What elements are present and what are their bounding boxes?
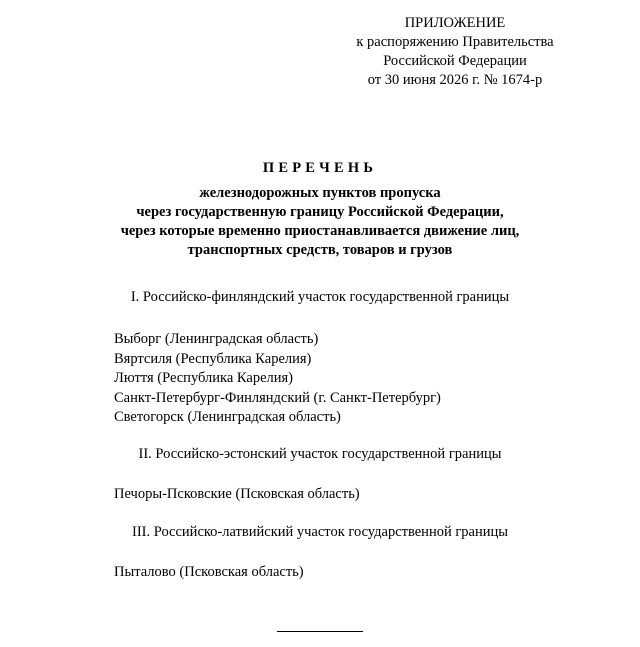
list-item: Печоры-Псковские (Псковская область): [114, 486, 360, 502]
document-title: ПЕРЕЧЕНЬ: [262, 160, 378, 176]
subtitle-line: транспортных средств, товаров и грузов: [187, 242, 453, 258]
appendix-government-line: Российской Федерации: [383, 53, 527, 69]
list-item: Выборг (Ленинградская область): [114, 331, 319, 347]
list-item: Санкт-Петербург-Финляндский (г. Санкт-Петербург): [114, 389, 441, 406]
section-heading-finland: I. Российско-финляндский участок государственной границы: [130, 289, 510, 305]
list-item: Пыталово (Псковская область): [114, 564, 304, 580]
list-item: Светогорск (Ленинградская область): [114, 409, 341, 425]
appendix-date-number: от 30 июня 2026 г. № 1674-р: [367, 72, 543, 88]
closing-divider: [277, 631, 363, 632]
subtitle-line: через которые временно приостанавливается движение лиц,: [120, 223, 520, 239]
appendix-decree-line: к распоряжению Правительства: [356, 34, 554, 50]
list-item: Вяртсиля (Республика Карелия): [114, 350, 312, 367]
document-subtitle: [0, 184, 640, 260]
section-list-estonia: [114, 485, 360, 505]
section-list-finland: [114, 330, 441, 428]
list-item: Люття (Республика Карелия): [114, 370, 293, 386]
appendix-label: ПРИЛОЖЕНИЕ: [404, 15, 506, 31]
section-heading-estonia: II. Российско-эстонский участок государственной границы: [138, 446, 502, 462]
subtitle-line: через государственную границу Российской Федерации,: [136, 204, 504, 220]
subtitle-line: железнодорожных пунктов пропуска: [199, 185, 441, 201]
section-heading-latvia: III. Российско-латвийский участок государственной границы: [132, 524, 508, 540]
appendix-block: [330, 14, 580, 90]
section-list-latvia: [114, 563, 304, 583]
